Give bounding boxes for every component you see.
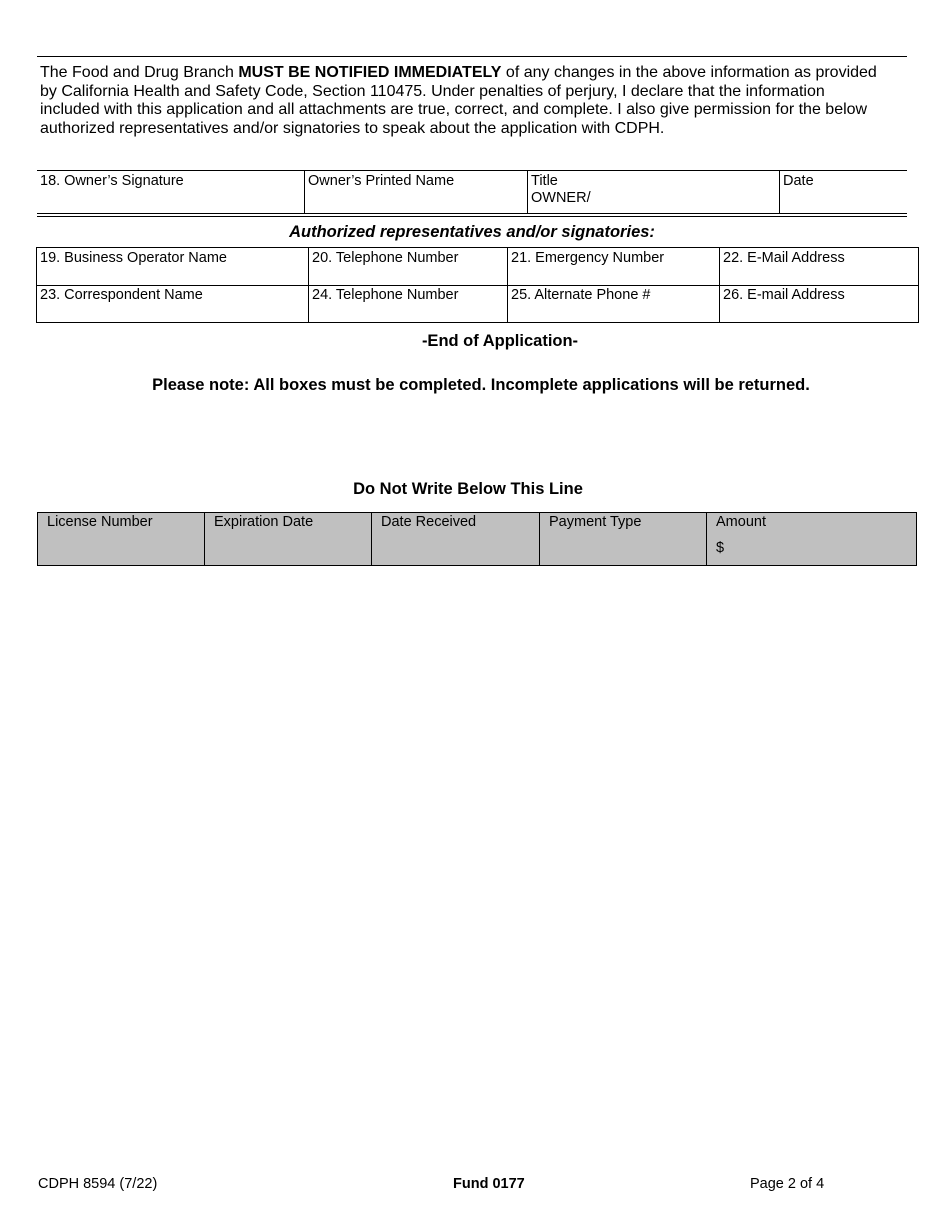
alternate-phone-label: 25. Alternate Phone # xyxy=(511,287,651,303)
emergency-number-label: 21. Emergency Number xyxy=(511,250,665,266)
expiration-date-cell xyxy=(205,513,372,565)
top-rule xyxy=(37,56,907,57)
owner-row-bottom-border-double xyxy=(37,216,907,217)
correspondent-email-label: 26. E-mail Address xyxy=(723,287,845,303)
fund-number: Fund 0177 xyxy=(453,1176,525,1192)
business-operator-name-label: 19. Business Operator Name xyxy=(40,250,227,266)
amount-label: Amount xyxy=(716,514,766,530)
date-received-label: Date Received xyxy=(381,514,477,530)
declaration-text-before: The Food and Drug Branch xyxy=(40,64,239,81)
owner-date-field[interactable] xyxy=(780,171,907,213)
correspondent-telephone-field[interactable] xyxy=(309,285,507,322)
email-address-label: 22. E-Mail Address xyxy=(723,250,845,266)
office-use-heading: Do Not Write Below This Line xyxy=(353,480,583,498)
correspondent-telephone-label: 24. Telephone Number xyxy=(312,287,459,303)
alternate-phone-field[interactable] xyxy=(508,285,719,322)
correspondent-email-field[interactable] xyxy=(720,285,918,322)
owner-title-value: OWNER/ xyxy=(531,190,591,206)
payment-type-label: Payment Type xyxy=(549,514,642,530)
amount-currency-symbol: $ xyxy=(716,540,725,556)
owner-signature-label: 18. Owner’s Signature xyxy=(40,173,184,189)
page-number: Page 2 of 4 xyxy=(750,1176,825,1192)
owner-date-label: Date xyxy=(783,173,814,189)
license-number-label: License Number xyxy=(47,514,153,530)
owner-printed-name-field[interactable] xyxy=(305,171,527,213)
date-received-cell xyxy=(372,513,540,565)
completion-note: Please note: All boxes must be completed. Incomplete applications will be returned. xyxy=(152,376,810,394)
correspondent-name-field[interactable] xyxy=(37,285,308,322)
emergency-number-field[interactable] xyxy=(508,248,719,285)
form-id: CDPH 8594 (7/22) xyxy=(38,1176,158,1192)
owner-signature-field[interactable] xyxy=(37,171,304,213)
owner-row-bottom-border xyxy=(37,213,907,214)
owner-title-label: Title xyxy=(531,173,558,189)
declaration-text-after: of any changes in the above information as provided by California Health and Safety Code, Section 110475. Under penalties of perjury, I declare that the information included with this application and all attachments are true, correct, and complete. I also give permission for the below authorized representatives and/or signatories to speak about the application with CDPH. xyxy=(40,64,877,137)
amount-cell xyxy=(707,513,916,565)
telephone-number-field[interactable] xyxy=(309,248,507,285)
email-address-field[interactable] xyxy=(720,248,918,285)
declaration-paragraph xyxy=(40,64,885,138)
business-operator-name-field[interactable] xyxy=(37,248,308,285)
owner-title-field[interactable] xyxy=(528,171,779,213)
owner-printed-name-label: Owner’s Printed Name xyxy=(308,173,455,189)
license-number-cell xyxy=(38,513,205,565)
office-use-table xyxy=(37,512,917,566)
correspondent-name-label: 23. Correspondent Name xyxy=(40,287,203,303)
declaration-emphasis: MUST BE NOTIFIED IMMEDIATELY xyxy=(238,64,502,81)
expiration-date-label: Expiration Date xyxy=(214,514,314,530)
payment-type-cell xyxy=(540,513,707,565)
authorized-heading: Authorized representatives and/or signatories: xyxy=(289,223,655,241)
telephone-number-label: 20. Telephone Number xyxy=(312,250,459,266)
end-of-application: -End of Application- xyxy=(421,332,579,350)
